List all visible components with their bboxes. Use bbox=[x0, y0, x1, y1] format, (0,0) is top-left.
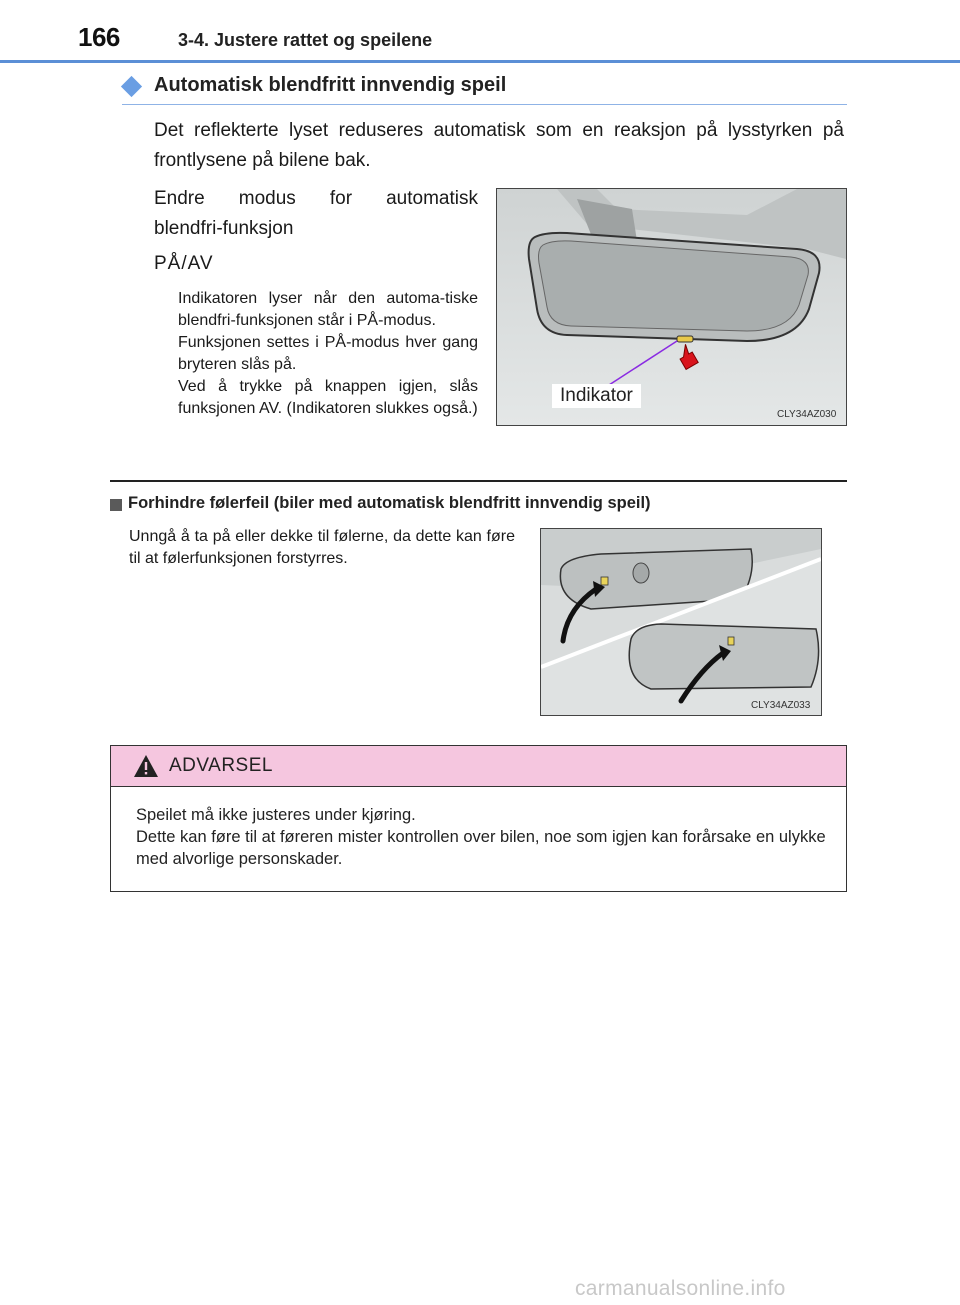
section-divider bbox=[110, 480, 847, 482]
note-paragraph: Ved å trykke på knappen igjen, slås funksjonen AV. (Indikatoren slukkes også.) bbox=[178, 378, 478, 417]
mirror-illustration bbox=[497, 189, 846, 425]
on-off-label: PÅ/AV bbox=[154, 253, 214, 274]
warning-line: Speilet må ikke justeres under kjøring. bbox=[136, 806, 416, 824]
intro-paragraph: Det reflekterte lyset reduseres automatisk som en reaksjon på lysstyrken på frontlysene på bilene bak. bbox=[154, 120, 844, 171]
mirror-indicator-figure bbox=[496, 188, 847, 426]
warning-body bbox=[136, 804, 836, 870]
sensor-illustration bbox=[541, 529, 821, 715]
warning-box bbox=[110, 745, 847, 892]
indicator-callout-label: Indikator bbox=[552, 384, 641, 408]
feature-heading-rule bbox=[122, 104, 847, 105]
square-bullet-icon bbox=[110, 499, 122, 511]
diamond-bullet-icon bbox=[121, 76, 142, 97]
mode-label-line-2: blendfri-funksjon bbox=[154, 218, 294, 239]
header-rule bbox=[0, 60, 960, 63]
subsection-heading: Forhindre følerfeil (biler med automatisk blendfritt innvendig speil) bbox=[128, 494, 651, 512]
figure-code: CLY34AZ033 bbox=[751, 700, 811, 711]
note-paragraph: Indikatoren lyser når den automa-tiske blendfri-funksjonen står i PÅ-modus. bbox=[178, 290, 478, 329]
warning-header bbox=[111, 746, 846, 787]
page-number: 166 bbox=[78, 22, 120, 52]
warning-triangle-icon bbox=[133, 754, 159, 778]
mode-label-line-1: Endre modus for automatisk bbox=[154, 188, 478, 209]
watermark: carmanualsonline.info bbox=[575, 1277, 786, 1300]
warning-line: Dette kan føre til at føreren mister kontrollen over bilen, noe som igjen kan forårsake en ulykke med alvorlige personskader. bbox=[136, 828, 826, 868]
sensor-paragraph: Unngå å ta på eller dekke til følerne, da dette kan føre til at følerfunksjonen forstyrres. bbox=[129, 528, 515, 567]
mode-label bbox=[154, 184, 478, 244]
indicator-notes bbox=[178, 288, 478, 420]
sensor-location-figure bbox=[540, 528, 822, 716]
note-paragraph: Funksjonen settes i PÅ-modus hver gang bryteren slås på. bbox=[178, 334, 478, 373]
figure-code: CLY34AZ030 bbox=[777, 409, 837, 420]
feature-heading: Automatisk blendfritt innvendig speil bbox=[154, 74, 507, 96]
warning-title: ADVARSEL bbox=[169, 755, 273, 776]
section-title: 3-4. Justere rattet og speilene bbox=[178, 30, 433, 50]
